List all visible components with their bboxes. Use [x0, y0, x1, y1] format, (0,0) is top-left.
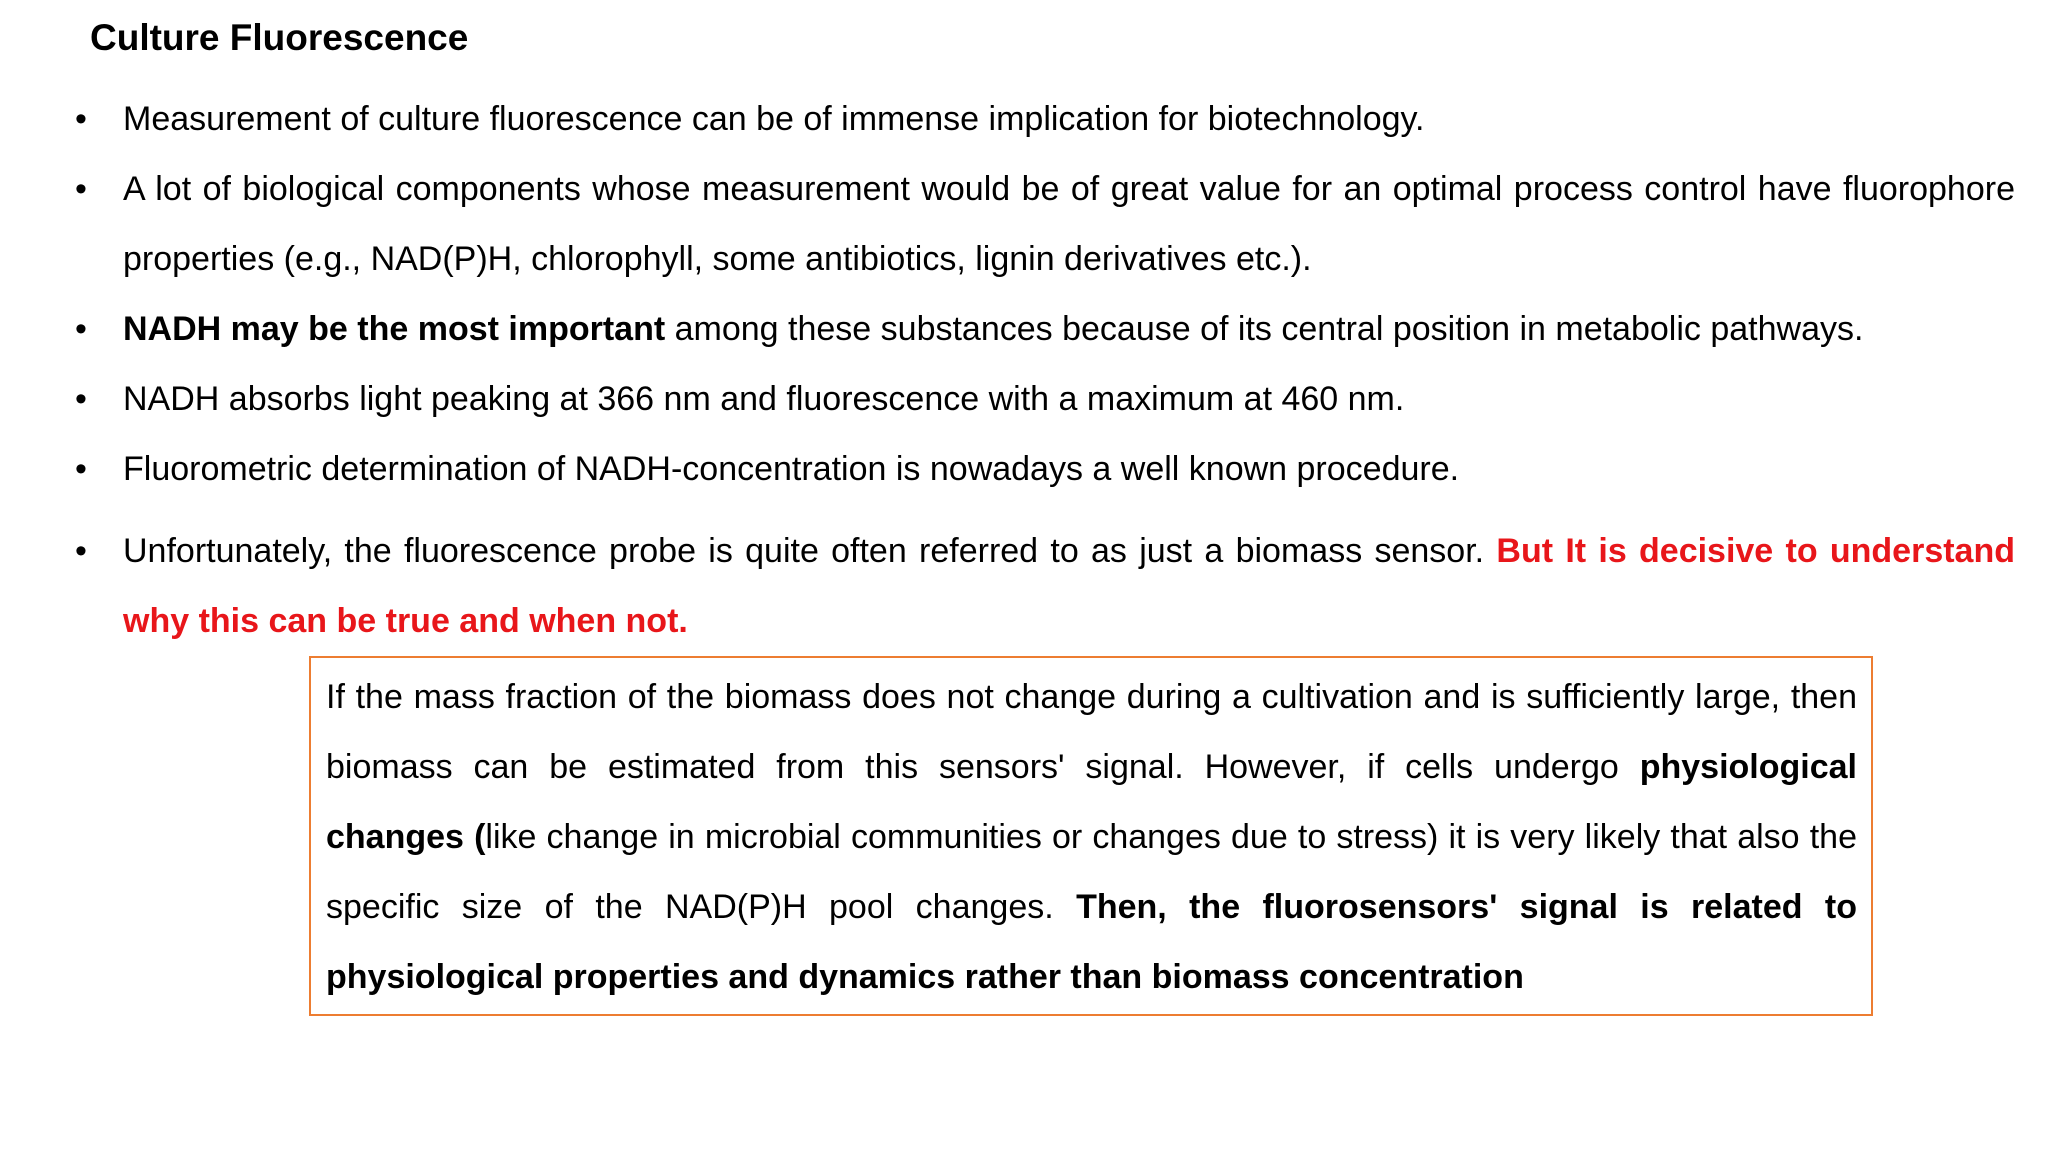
bullet-item-5	[75, 434, 2015, 504]
bullet-item-3	[75, 294, 2015, 364]
bullet-dot-icon: •	[75, 310, 87, 348]
bullet-text	[123, 516, 2015, 656]
bullet-dot-icon: •	[75, 380, 87, 418]
callout-bold-1: physiological changes (	[326, 748, 1857, 856]
callout-bold-2: Then, the fluorosensors' signal is related to physiological properties and dynamics rather than biomass concentration	[326, 888, 1857, 996]
bullet-dot-icon: •	[75, 100, 87, 138]
callout-part-1: If the mass fraction of the biomass does not change during a cultivation and is sufficiently large, then biomass can be estimated from this sensors' signal. However, if cells undergo	[326, 678, 1857, 786]
bullet-text: Fluorometric determination of NADH-concentration is nowadays a well known procedure.	[123, 450, 1460, 488]
bullet-bold-text: NADH may be the most important	[123, 310, 666, 348]
bullet-item-2	[75, 154, 2015, 294]
bullet-dot-icon: •	[75, 532, 87, 570]
callout-part-2: like change in microbial communities or changes due to stress) it is very likely that also the specific size of the NAD(P)H pool changes.	[326, 818, 1857, 926]
bullet-item-4	[75, 364, 2015, 434]
slide-title: Culture Fluorescence	[90, 17, 469, 58]
bullet-dot-icon: •	[75, 450, 87, 488]
bullet-item-1	[75, 84, 2015, 154]
bullet-dot-icon: •	[75, 170, 87, 208]
bullet-red-highlight: But It is decisive to understand why this can be true and when not.	[123, 532, 2016, 640]
bullet-text	[123, 294, 2015, 364]
bullet-text: NADH absorbs light peaking at 366 nm and fluorescence with a maximum at 460 nm.	[123, 380, 1405, 418]
callout-box	[309, 656, 1873, 1016]
bullet-plain-text: Unfortunately, the fluorescence probe is quite often referred to as just a biomass sensor.	[123, 532, 1497, 570]
bullet-text: A lot of biological components whose measurement would be of great value for an optimal process control have fluorophore properties (e.g., NAD(P)H, chlorophyll, some antibiotics, lignin derivatives etc.).	[123, 170, 2015, 278]
bullet-text: Measurement of culture fluorescence can be of immense implication for biotechnology.	[123, 100, 1425, 138]
bullet-rest-text: among these substances because of its central position in metabolic pathways.	[665, 310, 1864, 348]
callout-text	[326, 662, 1857, 1012]
bullet-item-6	[75, 516, 2015, 656]
